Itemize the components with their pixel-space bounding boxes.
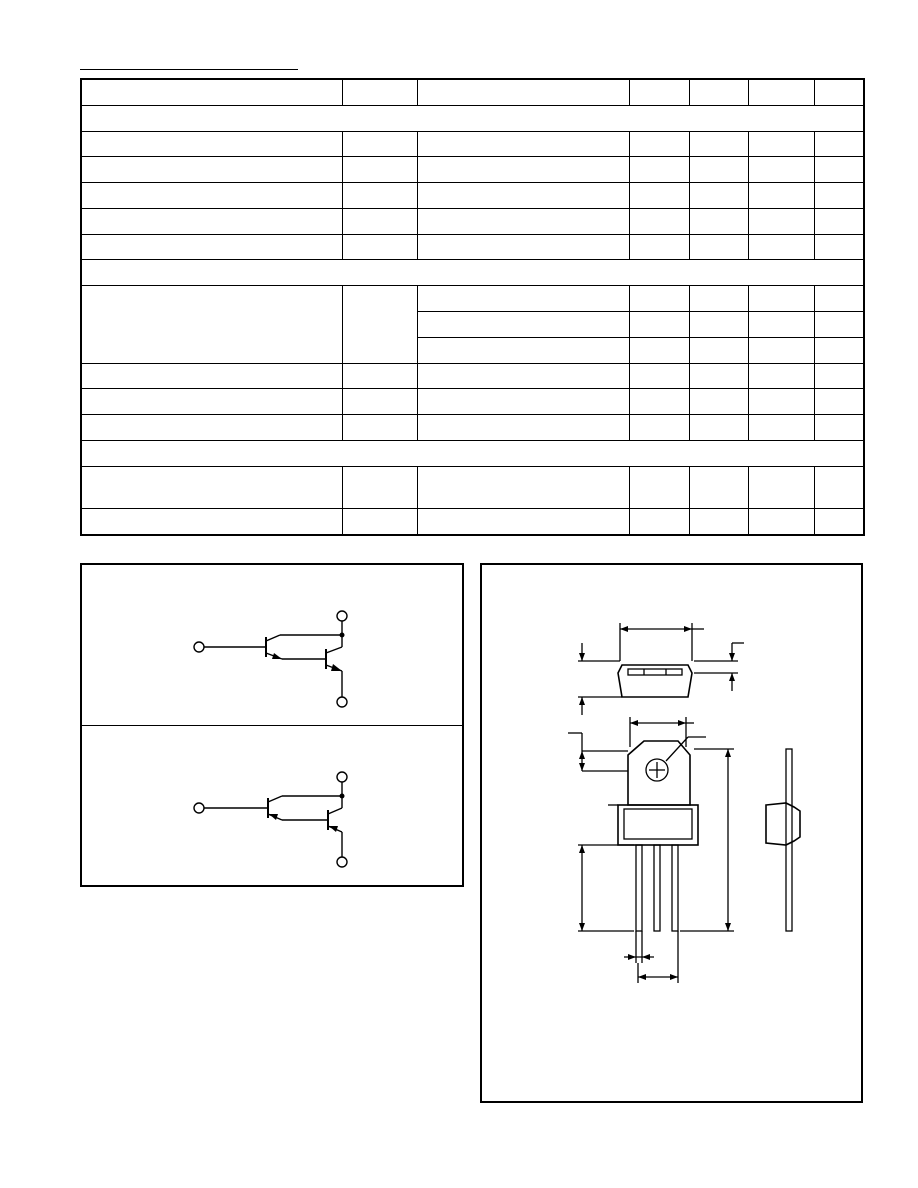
overall-height-dimension (680, 749, 734, 931)
top-view-height-dimension (578, 643, 622, 715)
merged-symbol-cell (342, 286, 417, 363)
section-row (81, 260, 864, 286)
header-cell-conditions (417, 79, 629, 105)
header-cell-min (629, 79, 689, 105)
header-cell-unit (814, 79, 864, 105)
table-header-row (81, 79, 864, 105)
package-outline-panel (480, 563, 863, 1103)
schematic-divider (82, 725, 462, 726)
lead-width-dimension (624, 931, 654, 963)
header-cell-parameter (81, 79, 342, 105)
emitter-terminal (337, 697, 347, 707)
header-cell-symbol (342, 79, 417, 105)
lead-length-dimension (578, 845, 634, 931)
base-terminal (194, 642, 204, 652)
table-row (81, 157, 864, 183)
collector-terminal (337, 611, 347, 621)
section-heading-1 (81, 105, 864, 131)
section-row (81, 105, 864, 131)
specifications-table (80, 78, 865, 536)
table-row (81, 183, 864, 209)
emitter-terminal (337, 857, 347, 867)
tab-height-dimension (568, 733, 628, 771)
package-top-view (618, 665, 692, 697)
top-view-thickness-dimension (694, 643, 744, 691)
npn-darlington-schematic (194, 611, 347, 707)
package-side-view (766, 749, 800, 931)
tab-hole-dimension (630, 717, 706, 761)
table-row (81, 509, 864, 535)
merged-parameter-cell (81, 286, 342, 363)
table-row (81, 415, 864, 441)
section-heading-2 (81, 260, 864, 286)
table-row (81, 389, 864, 415)
collector-terminal (337, 772, 347, 782)
pnp-darlington-schematic (194, 772, 347, 867)
schematic-panel (80, 563, 464, 887)
table-row (81, 466, 864, 508)
table-row (81, 234, 864, 260)
section-row (81, 440, 864, 466)
to220-package-drawing (482, 565, 861, 1101)
section-heading-3 (81, 440, 864, 466)
header-cell-max (748, 79, 814, 105)
header-cell-typ (689, 79, 748, 105)
table-row (81, 131, 864, 157)
table-row (81, 208, 864, 234)
base-terminal (194, 803, 204, 813)
package-front-view (608, 741, 698, 931)
table-row (81, 286, 864, 312)
top-view-width-dimension (620, 623, 704, 661)
document-heading-rule (80, 69, 298, 70)
table-row (81, 363, 864, 389)
